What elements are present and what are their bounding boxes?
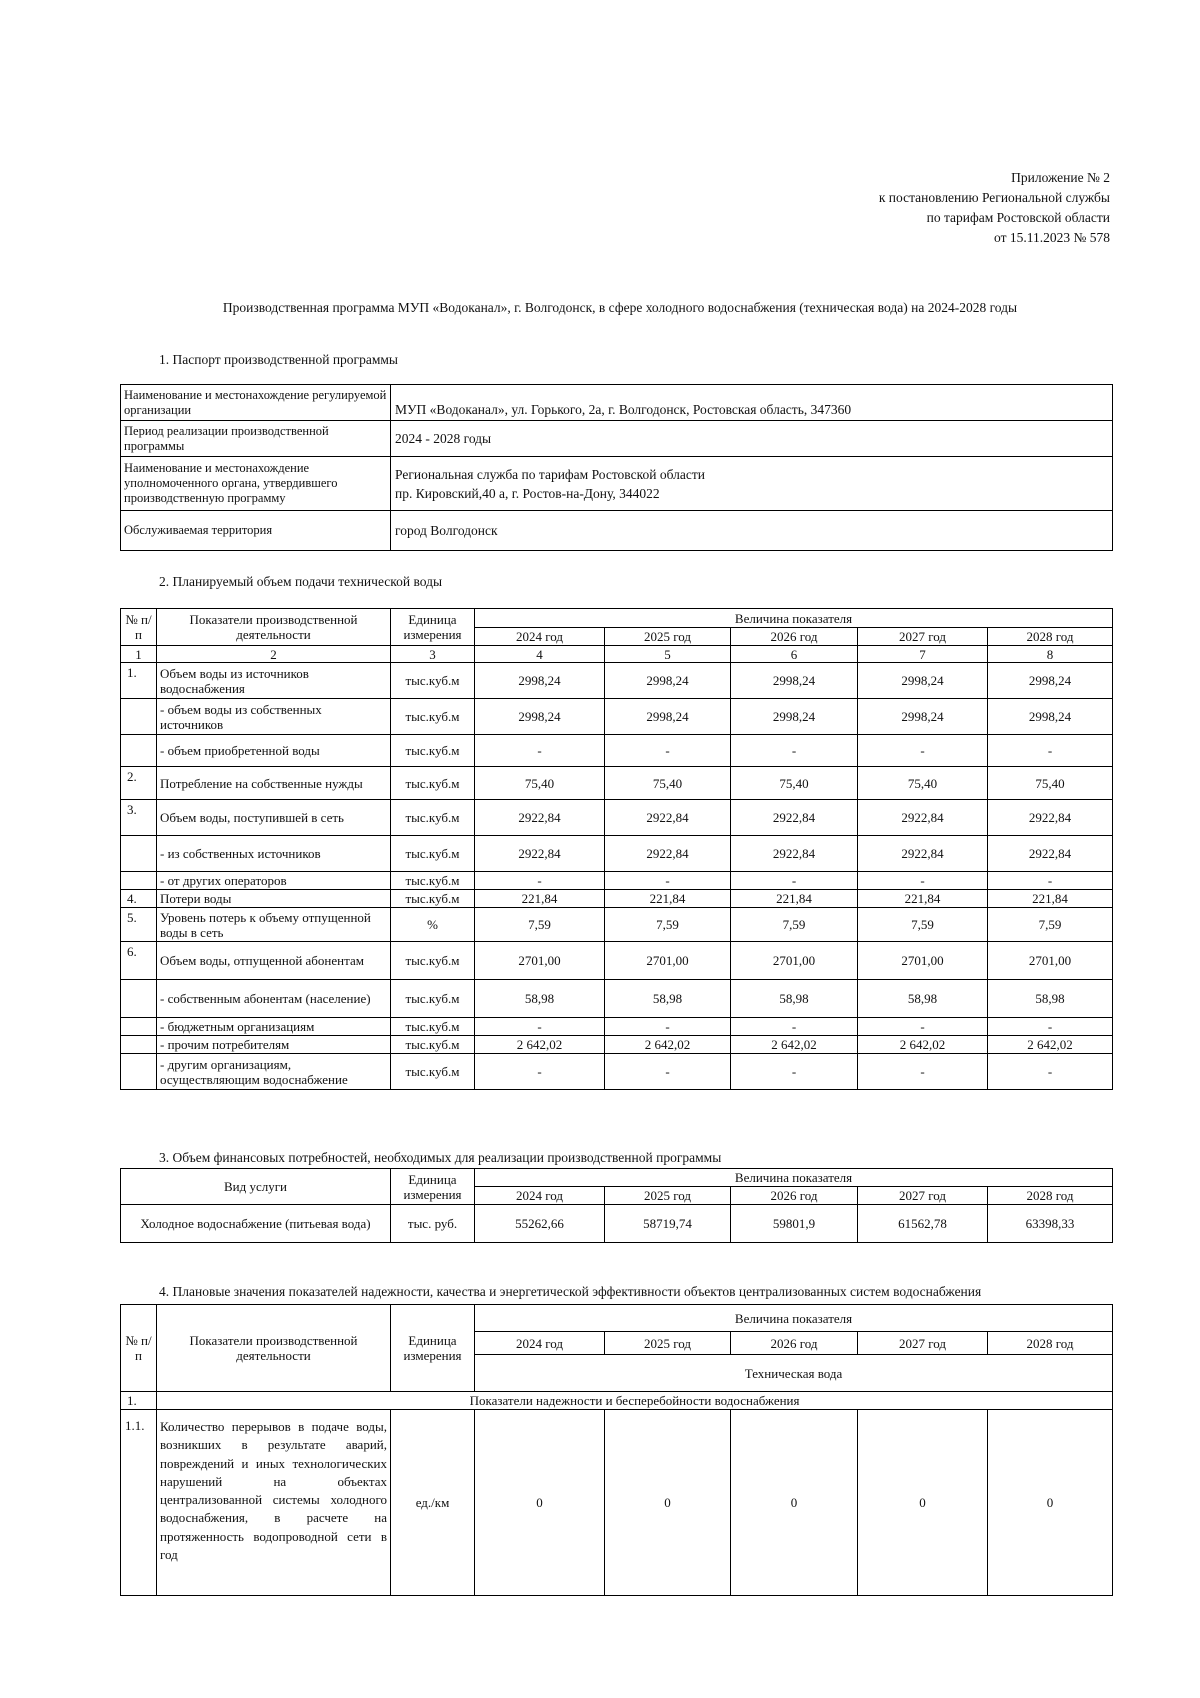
value-cell: 2998,24 (858, 663, 988, 699)
section-title: 2. Планируемый объем подачи технической воды (159, 574, 443, 589)
value-cell: - (988, 735, 1113, 767)
indicator-name: - другим организациям, осуществляющим водоснабжение (157, 1054, 391, 1090)
column-number: 1 (121, 646, 157, 663)
value-cell: 2 642,02 (988, 1036, 1113, 1054)
value-cell: 2922,84 (731, 800, 858, 836)
unit-cell: тыс.куб.м (391, 1018, 475, 1036)
header-subheader: Техническая вода (475, 1355, 1113, 1392)
passport-value (391, 457, 1113, 511)
row-num (121, 699, 157, 735)
value-cell: 2998,24 (605, 663, 731, 699)
header-unit: Единица измерения (391, 609, 475, 646)
indicator-name: - бюджетным организациям (157, 1018, 391, 1036)
value-cell: 7,59 (988, 908, 1113, 942)
value-cell: 63398,33 (988, 1205, 1113, 1243)
passport-value-line: пр. Кировский,40 а, г. Ростов-на-Дону, 344022 (395, 485, 660, 501)
row-num (121, 735, 157, 767)
indicator-name: - из собственных источников (157, 836, 391, 872)
row-num (121, 836, 157, 872)
passport-value-line: МУП «Водоканал», ул. Горького, 2а, г. Волгодонск, Ростовская область, 347360 (395, 402, 852, 417)
passport-label: Наименование и местонахождение уполномоченного органа, утвердившего производственную программу (121, 457, 391, 511)
value-cell: 7,59 (475, 908, 605, 942)
header-year: 2027 год (858, 1332, 988, 1355)
indicator-name: - от других операторов (157, 872, 391, 890)
value-cell: 75,40 (605, 767, 731, 800)
table-row (121, 1054, 1113, 1090)
passport-value (391, 385, 1113, 421)
passport-row (121, 457, 1113, 511)
appendix-header (780, 168, 1110, 248)
value-cell: - (475, 735, 605, 767)
table-row (121, 942, 1113, 980)
value-cell: - (731, 1054, 858, 1090)
header-indicator: Показатели производственной деятельности (157, 1305, 391, 1392)
value-cell: - (475, 872, 605, 890)
value-cell: 0 (731, 1410, 858, 1596)
section-title: 3. Объем финансовых потребностей, необходимых для реализации производственной программы (159, 1150, 722, 1165)
value-cell: 221,84 (858, 890, 988, 908)
appendix-line: к постановлению Региональной службы (878, 190, 1110, 205)
unit-cell: тыс.куб.м (391, 767, 475, 800)
group-title: Показатели надежности и бесперебойности водоснабжения (157, 1392, 1113, 1410)
volume-table-body (121, 663, 1113, 1090)
passport-value-line: Региональная служба по тарифам Ростовской области (395, 466, 705, 482)
header-year: 2025 год (605, 628, 731, 646)
table-row (121, 908, 1113, 942)
unit-cell: тыс.куб.м (391, 890, 475, 908)
group-row (121, 1392, 1113, 1410)
value-cell: 2998,24 (475, 663, 605, 699)
value-cell: 59801,9 (731, 1205, 858, 1243)
indicator-name: Потребление на собственные нужды (157, 767, 391, 800)
table-row (121, 663, 1113, 699)
unit-cell: тыс.куб.м (391, 1054, 475, 1090)
value-cell: 221,84 (731, 890, 858, 908)
indicator-name: Объем воды, поступившей в сеть (157, 800, 391, 836)
column-number: 2 (157, 646, 391, 663)
value-cell: 2922,84 (605, 836, 731, 872)
value-cell: 2701,00 (475, 942, 605, 980)
value-cell: 7,59 (605, 908, 731, 942)
header-year: 2027 год (858, 1187, 988, 1205)
row-num: 1. (121, 663, 157, 699)
value-cell: 2701,00 (988, 942, 1113, 980)
row-num: 6. (121, 942, 157, 980)
passport-table (120, 384, 1113, 551)
header-year: 2028 год (988, 1187, 1113, 1205)
indicator-name: - объем воды из собственных источников (157, 699, 391, 735)
value-cell: - (858, 872, 988, 890)
indicator-name: Объем воды из источников водоснабжения (157, 663, 391, 699)
column-number: 8 (988, 646, 1113, 663)
value-cell: 75,40 (731, 767, 858, 800)
value-cell: 2998,24 (988, 663, 1113, 699)
row-num: 2. (121, 767, 157, 800)
table-row (121, 1018, 1113, 1036)
finance-table (120, 1168, 1113, 1243)
value-cell: 221,84 (475, 890, 605, 908)
value-cell: - (475, 1018, 605, 1036)
header-num: № п/п (121, 609, 157, 646)
value-cell: - (605, 1018, 731, 1036)
header-year: 2024 год (475, 1332, 605, 1355)
table-row (121, 836, 1113, 872)
column-number: 3 (391, 646, 475, 663)
column-number: 4 (475, 646, 605, 663)
value-cell: 2998,24 (988, 699, 1113, 735)
value-cell: 2 642,02 (858, 1036, 988, 1054)
unit-cell: тыс.куб.м (391, 699, 475, 735)
row-num: 5. (121, 908, 157, 942)
row-num (121, 980, 157, 1018)
row-num: 1.1. (121, 1410, 157, 1596)
document-title: Производственная программа МУП «Водоканал», г. Волгодонск, в сфере холодного водоснабжения (техническая вода) на 2024-2028 годы (222, 300, 1018, 315)
table-row (121, 1205, 1113, 1243)
passport-label: Обслуживаемая территория (121, 511, 391, 551)
value-cell: 61562,78 (858, 1205, 988, 1243)
header-value: Величина показателя (475, 1169, 1113, 1187)
value-cell: 2 642,02 (731, 1036, 858, 1054)
value-cell: 2998,24 (605, 699, 731, 735)
group-num: 1. (121, 1392, 157, 1410)
header-year: 2024 год (475, 1187, 605, 1205)
passport-label: Наименование и местонахождение регулируемой организации (121, 385, 391, 421)
unit-cell: тыс.куб.м (391, 735, 475, 767)
value-cell: - (605, 735, 731, 767)
header-year: 2026 год (731, 628, 858, 646)
section-title: 4. Плановые значения показателей надежности, качества и энергетической эффективности объектов централизованных систем водоснабжения (159, 1284, 982, 1299)
header-unit: Единица измерения (391, 1169, 475, 1205)
passport-row (121, 385, 1113, 421)
value-cell: 2922,84 (475, 800, 605, 836)
unit-cell: % (391, 908, 475, 942)
value-cell: 75,40 (858, 767, 988, 800)
unit-cell: тыс.куб.м (391, 800, 475, 836)
value-cell: - (858, 1054, 988, 1090)
value-cell: 2998,24 (731, 663, 858, 699)
unit-cell: тыс.куб.м (391, 836, 475, 872)
value-cell: - (858, 735, 988, 767)
table-row (121, 1410, 1113, 1596)
indicators-table (120, 1304, 1113, 1596)
value-cell: 2998,24 (475, 699, 605, 735)
value-cell: - (988, 1018, 1113, 1036)
unit-cell: тыс.куб.м (391, 942, 475, 980)
table-row (121, 872, 1113, 890)
indicator-name: Количество перерывов в подаче воды, возникших в результате аварий, повреждений и иных технологических нарушений на объектах централизованной системы холодного водоснабжения, в расчете на протяженность водопроводной сети в год (157, 1410, 391, 1596)
table-row (121, 890, 1113, 908)
header-value: Величина показателя (475, 609, 1113, 628)
header-year: 2028 год (988, 628, 1113, 646)
value-cell: 2701,00 (605, 942, 731, 980)
passport-value: 2024 - 2028 годы (391, 421, 1113, 457)
row-num: 3. (121, 800, 157, 836)
unit-cell: тыс. руб. (391, 1205, 475, 1243)
value-cell: 0 (605, 1410, 731, 1596)
value-cell: 2922,84 (605, 800, 731, 836)
passport-row (121, 421, 1113, 457)
header-year: 2025 год (605, 1187, 731, 1205)
header-num: № п/п (121, 1305, 157, 1392)
indicator-name: - собственным абонентам (население) (157, 980, 391, 1018)
unit-cell: ед./км (391, 1410, 475, 1596)
value-cell: - (731, 872, 858, 890)
value-cell: 2 642,02 (475, 1036, 605, 1054)
unit-cell: тыс.куб.м (391, 1036, 475, 1054)
unit-cell: тыс.куб.м (391, 872, 475, 890)
header-year: 2026 год (731, 1187, 858, 1205)
header-value: Величина показателя (475, 1305, 1113, 1332)
header-year: 2024 год (475, 628, 605, 646)
value-cell: 58,98 (988, 980, 1113, 1018)
section-title: 1. Паспорт производственной программы (159, 352, 398, 367)
value-cell: 0 (475, 1410, 605, 1596)
indicator-name: Объем воды, отпущенной абонентам (157, 942, 391, 980)
row-num (121, 1054, 157, 1090)
value-cell: - (475, 1054, 605, 1090)
value-cell: 7,59 (858, 908, 988, 942)
value-cell: 2998,24 (858, 699, 988, 735)
row-num (121, 1036, 157, 1054)
value-cell: - (858, 1018, 988, 1036)
indicator-name: - объем приобретенной воды (157, 735, 391, 767)
value-cell: 75,40 (475, 767, 605, 800)
header-year: 2027 год (858, 628, 988, 646)
unit-cell: тыс.куб.м (391, 663, 475, 699)
table-row (121, 735, 1113, 767)
value-cell: - (731, 1018, 858, 1036)
value-cell: 7,59 (731, 908, 858, 942)
value-cell: 2998,24 (731, 699, 858, 735)
value-cell: 221,84 (988, 890, 1113, 908)
column-number: 5 (605, 646, 731, 663)
value-cell: 2922,84 (475, 836, 605, 872)
passport-label: Период реализации производственной программы (121, 421, 391, 457)
appendix-line: от 15.11.2023 № 578 (994, 230, 1110, 245)
value-cell: 58,98 (858, 980, 988, 1018)
table-row (121, 980, 1113, 1018)
table-row (121, 767, 1113, 800)
unit-cell: тыс.куб.м (391, 980, 475, 1018)
value-cell: 58,98 (475, 980, 605, 1018)
indicator-name: Потери воды (157, 890, 391, 908)
value-cell: 2922,84 (988, 800, 1113, 836)
passport-row (121, 511, 1113, 551)
value-cell: 2701,00 (731, 942, 858, 980)
value-cell: 55262,66 (475, 1205, 605, 1243)
value-cell: 221,84 (605, 890, 731, 908)
column-number: 7 (858, 646, 988, 663)
row-num (121, 1018, 157, 1036)
value-cell: 58719,74 (605, 1205, 731, 1243)
value-cell: 58,98 (731, 980, 858, 1018)
volume-table (120, 608, 1113, 1090)
value-cell: - (731, 735, 858, 767)
row-num: 4. (121, 890, 157, 908)
value-cell: 58,98 (605, 980, 731, 1018)
value-cell: - (605, 1054, 731, 1090)
table-row (121, 699, 1113, 735)
service-name: Холодное водоснабжение (питьевая вода) (121, 1205, 391, 1243)
value-cell: 0 (988, 1410, 1113, 1596)
value-cell: - (605, 872, 731, 890)
passport-value: город Волгодонск (391, 511, 1113, 551)
row-num (121, 872, 157, 890)
indicator-name: Уровень потерь к объему отпущенной воды в сеть (157, 908, 391, 942)
header-year: 2025 год (605, 1332, 731, 1355)
table-row (121, 1036, 1113, 1054)
value-cell: 2701,00 (858, 942, 988, 980)
indicator-name: - прочим потребителям (157, 1036, 391, 1054)
value-cell: - (988, 872, 1113, 890)
value-cell: 0 (858, 1410, 988, 1596)
header-unit: Единица измерения (391, 1305, 475, 1392)
value-cell: 2922,84 (858, 836, 988, 872)
appendix-line: Приложение № 2 (1011, 170, 1110, 185)
column-number-row (121, 646, 1113, 663)
value-cell: 2922,84 (731, 836, 858, 872)
column-number: 6 (731, 646, 858, 663)
header-service: Вид услуги (121, 1169, 391, 1205)
value-cell: 75,40 (988, 767, 1113, 800)
value-cell: 2922,84 (858, 800, 988, 836)
appendix-line: по тарифам Ростовской области (926, 210, 1110, 225)
header-year: 2028 год (988, 1332, 1113, 1355)
value-cell: - (988, 1054, 1113, 1090)
table-row (121, 800, 1113, 836)
value-cell: 2 642,02 (605, 1036, 731, 1054)
header-year: 2026 год (731, 1332, 858, 1355)
header-indicator: Показатели производственной деятельности (157, 609, 391, 646)
value-cell: 2922,84 (988, 836, 1113, 872)
